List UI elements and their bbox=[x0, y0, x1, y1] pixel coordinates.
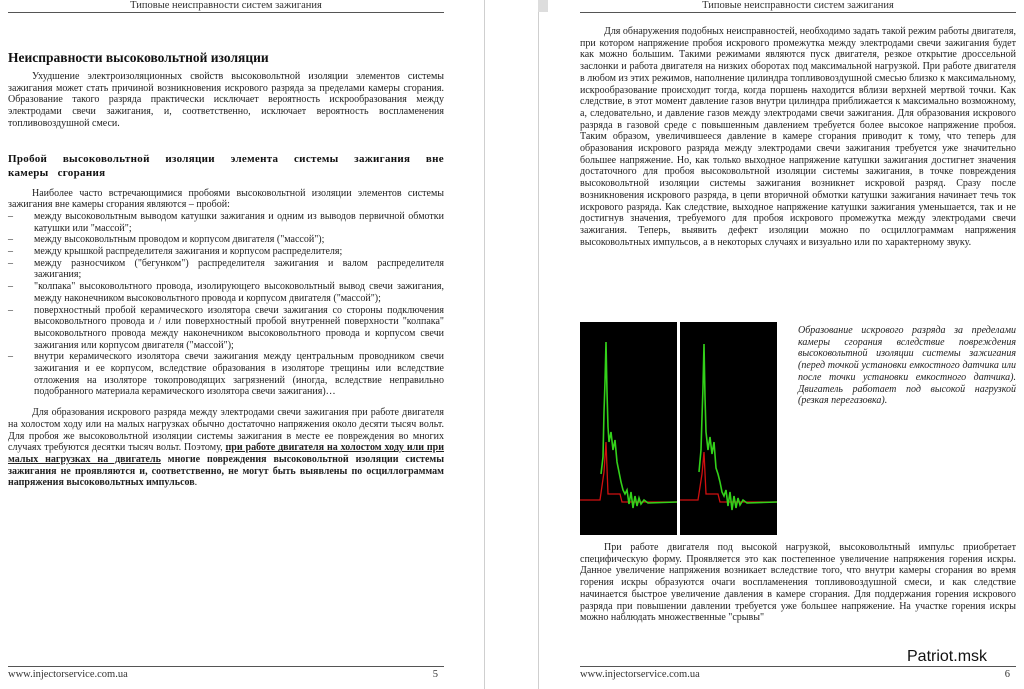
footer-url[interactable]: www.injectorservice.com.ua bbox=[580, 669, 700, 680]
list-item: – между высоковольтным проводом и корпусом двигателя ("массой"); bbox=[8, 234, 444, 246]
high-load-paragraph: При работе двигателя под высокой нагрузкой, высоковольтный импульс приобретает специфическую форму. Проявляется это как постепенное увеличение напряжения горения искры. Данное увеличение напряжения возникает вследствие того, что внутри камеры сгорания во время горения искры образуются очаги воспламенения топливовоздушной смеси, и как следствие начинается быстрое увеличение давления в камере сгорания. Для поддержания горения искрового разряда при повышении давлении требуется уже большее напряжение. На участке горения искры можно наблюдать множественные "срывы" bbox=[580, 542, 1016, 624]
page-footer bbox=[8, 666, 444, 683]
conclusion-emphasis-underlined: при работе двигателя на холостом ходу или при малых нагрузках на двигатель bbox=[8, 442, 445, 465]
subsection-heading: Пробой высоковольтной изоляции элемента системы зажигания вне камеры сгорания bbox=[8, 152, 444, 179]
page-6 bbox=[572, 0, 1024, 689]
page-number: 5 bbox=[432, 669, 438, 680]
list-item: – "колпака" высоковольтного провода, изолирующего высоковольтный вывод свечи зажигания, между наконечником высоковольтного провода и корпусом двигателя ("массой"); bbox=[8, 281, 444, 304]
conclusion-text: Для образования искрового разряда между электродами свечи зажигания при работе двигателя на холостом ходу или на малых нагрузках обычно достаточно напряжения около десяти тысяч вольт. Для пробоя же высоковольтной изоляции системы зажигания в месте ее повреждения во многих случаях требуются десятки тысяч вольт. Поэтому, bbox=[8, 407, 444, 454]
footer-url[interactable]: www.injectorservice.com.ua bbox=[8, 669, 128, 680]
page-edge bbox=[538, 0, 539, 689]
list-item: – поверхностный пробой керамического изолятора свечи зажигания со стороны подключения высоковольтного провода и / или поверхностный пробой внутренней поверхности "колпака" высоковольтного провода между наконечником высоковольтного провода и корпусом свечи зажигания или корпусом двигателя ("массой"); bbox=[8, 305, 444, 352]
detection-paragraph: Для обнаружения подобных неисправностей, необходимо задать такой режим работы двигателя, при котором напряжение пробоя искрового промежутка между электродами свечи зажигания будет как можно большим. Такими режимами являются пуск двигателя, резкое открытие дроссельной заслонки и работа двигателя на низких оборотах под максимальной нагрузкой. При работе двигателя в любом из этих режимов, наполнение цилиндра топливовоздушной смесью близко к максимальному, искрообразование происходит тогда, когда поршень находится вблизи верхней мертвой точки. Как следствие, в этот момент давление газов внутри цилиндра приближается к максимально возможному, а, следовательно, и давление газов между электродами свечи зажигания. Для образования искрового разряда в газовой среде с повышенным давлением требуется более высокое напряжение пробоя. Таким образом, увеличившееся давление в камере сгорания приводит к тому, что теперь для образования искрового разряда между электродами свечи зажигания требуется уже значительно большее напряжение. Но, как только выходное напряжение катушки зажигания достигнет значения достаточного для пробоя высоковольтной изоляции системы зажигания, в точке повреждения высоковольтной изоляции системы зажигания возникнет искровой разряд. Сразу после возникновения искрового разряда, в цепи вторичной обмотки катушки зажигания начинает течь ток искрового разряда. Как следствие, выходное напряжение катушки зажигания уменьшается, так и не достигнув значения, требуемого для пробоя искрового промежутка между электродами свечи зажигания. Теперь, выявить дефект изоляции можно по осциллограммам напряжения высоковольтных импульсов, а в некоторых случаях и визуально или по характерному звуку. bbox=[580, 26, 1016, 248]
page-6-body-continued bbox=[580, 542, 1016, 624]
watermark-label: Patriot.msk bbox=[907, 648, 988, 665]
page-header: Типовые неисправности систем зажигания bbox=[580, 0, 1016, 13]
conclusion-emphasis: многие повреждения высоковольтной изоляции системы зажигания не проявляются и, соответственно, не могут быть выявлены по осциллограммам напряжения высоковольтных импульсов bbox=[8, 453, 445, 489]
conclusion-end: . bbox=[194, 477, 198, 489]
page-6-body bbox=[580, 26, 1016, 248]
conclusion-paragraph bbox=[8, 407, 444, 489]
list-item: – внутри керамического изолятора свечи зажигания между центральным проводником свечи зажигания и ее корпусом, вследствие образования в изоляторе трещины или вследствие отложения на изоляторе токопроводящих загрязнений (иногда, вследствие неправильно подобранного материала керамического изолятора свечи зажигания)… bbox=[8, 351, 444, 398]
page-gap bbox=[452, 0, 572, 689]
oscillogram-trace bbox=[580, 322, 677, 535]
breakdown-list bbox=[8, 211, 444, 398]
section-heading: Неисправности высоковольтной изоляции bbox=[8, 50, 269, 65]
list-item: – между высоковольтным выводом катушки зажигания и одним из выводов первичной обмотки катушки или "массой"; bbox=[8, 211, 444, 234]
page-number: 6 bbox=[1004, 669, 1010, 680]
list-intro-paragraph: Наиболее часто встречающимися пробоями высоковольтной изоляции элементов системы зажигания вне камеры сгорания являются – пробой: bbox=[8, 187, 444, 211]
figure-caption: Образование искрового разряда за пределами камеры сгорания вследствие повреждения высоковольтной изоляции системы зажигания (перед точкой установки емкостного датчика или после точки установки емкостного датчика). Двигатель работает под высокой нагрузкой (резкая перегазовка). bbox=[798, 325, 1016, 407]
scroll-marker bbox=[538, 0, 548, 12]
oscillogram-before-sensor bbox=[580, 322, 677, 535]
page-5 bbox=[0, 0, 452, 689]
page-5-body bbox=[8, 50, 444, 489]
page-edge bbox=[484, 0, 485, 689]
intro-paragraph: Ухудшение электроизоляционных свойств высоковольтной изоляции элементов системы зажигания может стать причиной возникновения искрового разряда за пределами камеры сгорания. Образование такого разряда практически исключает вероятность искрообразования между электродами свечи зажигания, и, соответственно, исключает вероятность воспламенения топливовоздушной смеси. bbox=[8, 71, 444, 129]
page-footer bbox=[580, 666, 1016, 683]
oscillogram-trace bbox=[680, 322, 777, 535]
oscillogram-after-sensor bbox=[680, 322, 777, 535]
list-item: – между разносчиком ("бегунком") распределителя зажигания и валом распределителя зажигания; bbox=[8, 258, 444, 281]
page-header: Типовые неисправности систем зажигания bbox=[8, 0, 444, 13]
list-item: – между крышкой распределителя зажигания и корпусом распределителя; bbox=[8, 246, 444, 258]
oscillogram-figure bbox=[580, 322, 1016, 537]
